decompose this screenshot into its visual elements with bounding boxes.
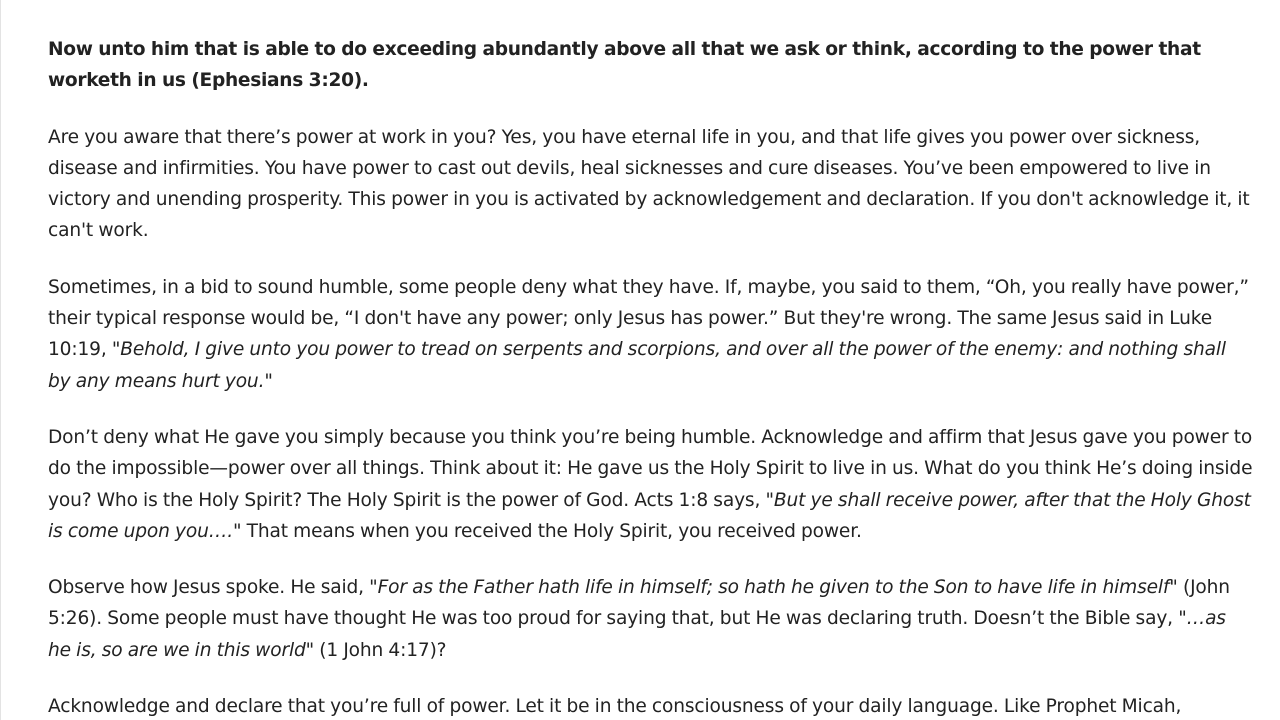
john-5-26-quote: "For as the Father hath life in himself; so hath he given to the Son to have life in himself" (369, 577, 1178, 599)
paragraph-4-text: Observe how Jesus spoke. He said, (48, 577, 370, 599)
paragraph-2 (48, 272, 1253, 397)
paragraph-1 (48, 122, 1253, 247)
paragraph-5-text: Acknowledge and declare that you’re full of power. Let it be in the consciousness of your daily language. Like Prophet Micah, (48, 696, 1182, 718)
paragraph-4-text-mid: (John 5:26). Some people must have thought He was too proud for saying that, but He was declaring truth. Doesn’t the Bible say, (48, 577, 1230, 630)
paragraph-5 (48, 691, 1253, 720)
paragraph-2-text: Sometimes, in a bid to sound humble, some people deny what they have. If, maybe, you said to them, “Oh, you really have power,” their typical response would be, “I don't have any power; only Jesus has power.” But they're wrong. The same Jesus said in Luke 10:19, (48, 276, 1249, 361)
scripture-intro-text: Now unto him that is able to do exceeding abundantly above all that we ask or think, according to the power that worketh in us (Ephesians 3:20). (48, 39, 1201, 92)
paragraph-4 (48, 572, 1253, 666)
paragraph-3 (48, 422, 1253, 547)
luke-10-19-quote: "Behold, I give unto you power to tread on serpents and scorpions, and over all the power of the enemy: and nothing shall by any means hurt you." (48, 339, 1226, 392)
paragraph-4-text-end: (1 John 4:17)? (314, 639, 447, 661)
paragraph-1-text: Are you aware that there’s power at work in you? Yes, you have eternal life in you, and that life gives you power over sickness, disease and infirmities. You have power to cast out devils, heal sicknesses and cure diseases. You’ve been empowered to live in victory and unending prosperity. This power in you is activated by acknowledgement and declaration. If you don't acknowledge it, it can't work. (48, 126, 1250, 242)
paragraph-3-text-end: That means when you received the Holy Spirit, you received power. (241, 520, 862, 542)
acts-1-8-quote: "But ye shall receive power, after that the Holy Ghost is come upon you…." (48, 489, 1251, 542)
1-john-4-17-quote: "…as he is, so are we in this world" (48, 608, 1226, 661)
devotional-article (48, 34, 1253, 720)
scripture-intro (48, 34, 1253, 97)
paragraph-3-text: Don’t deny what He gave you simply because you think you’re being humble. Acknowledge and affirm that Jesus gave you power to do the impossible—power over all things. Think about it: He gave us the Holy Spirit to live in us. What do you think He’s doing inside you? Who is the Holy Spirit? The Holy Spirit is the power of God. Acts 1:8 says, (48, 426, 1253, 511)
